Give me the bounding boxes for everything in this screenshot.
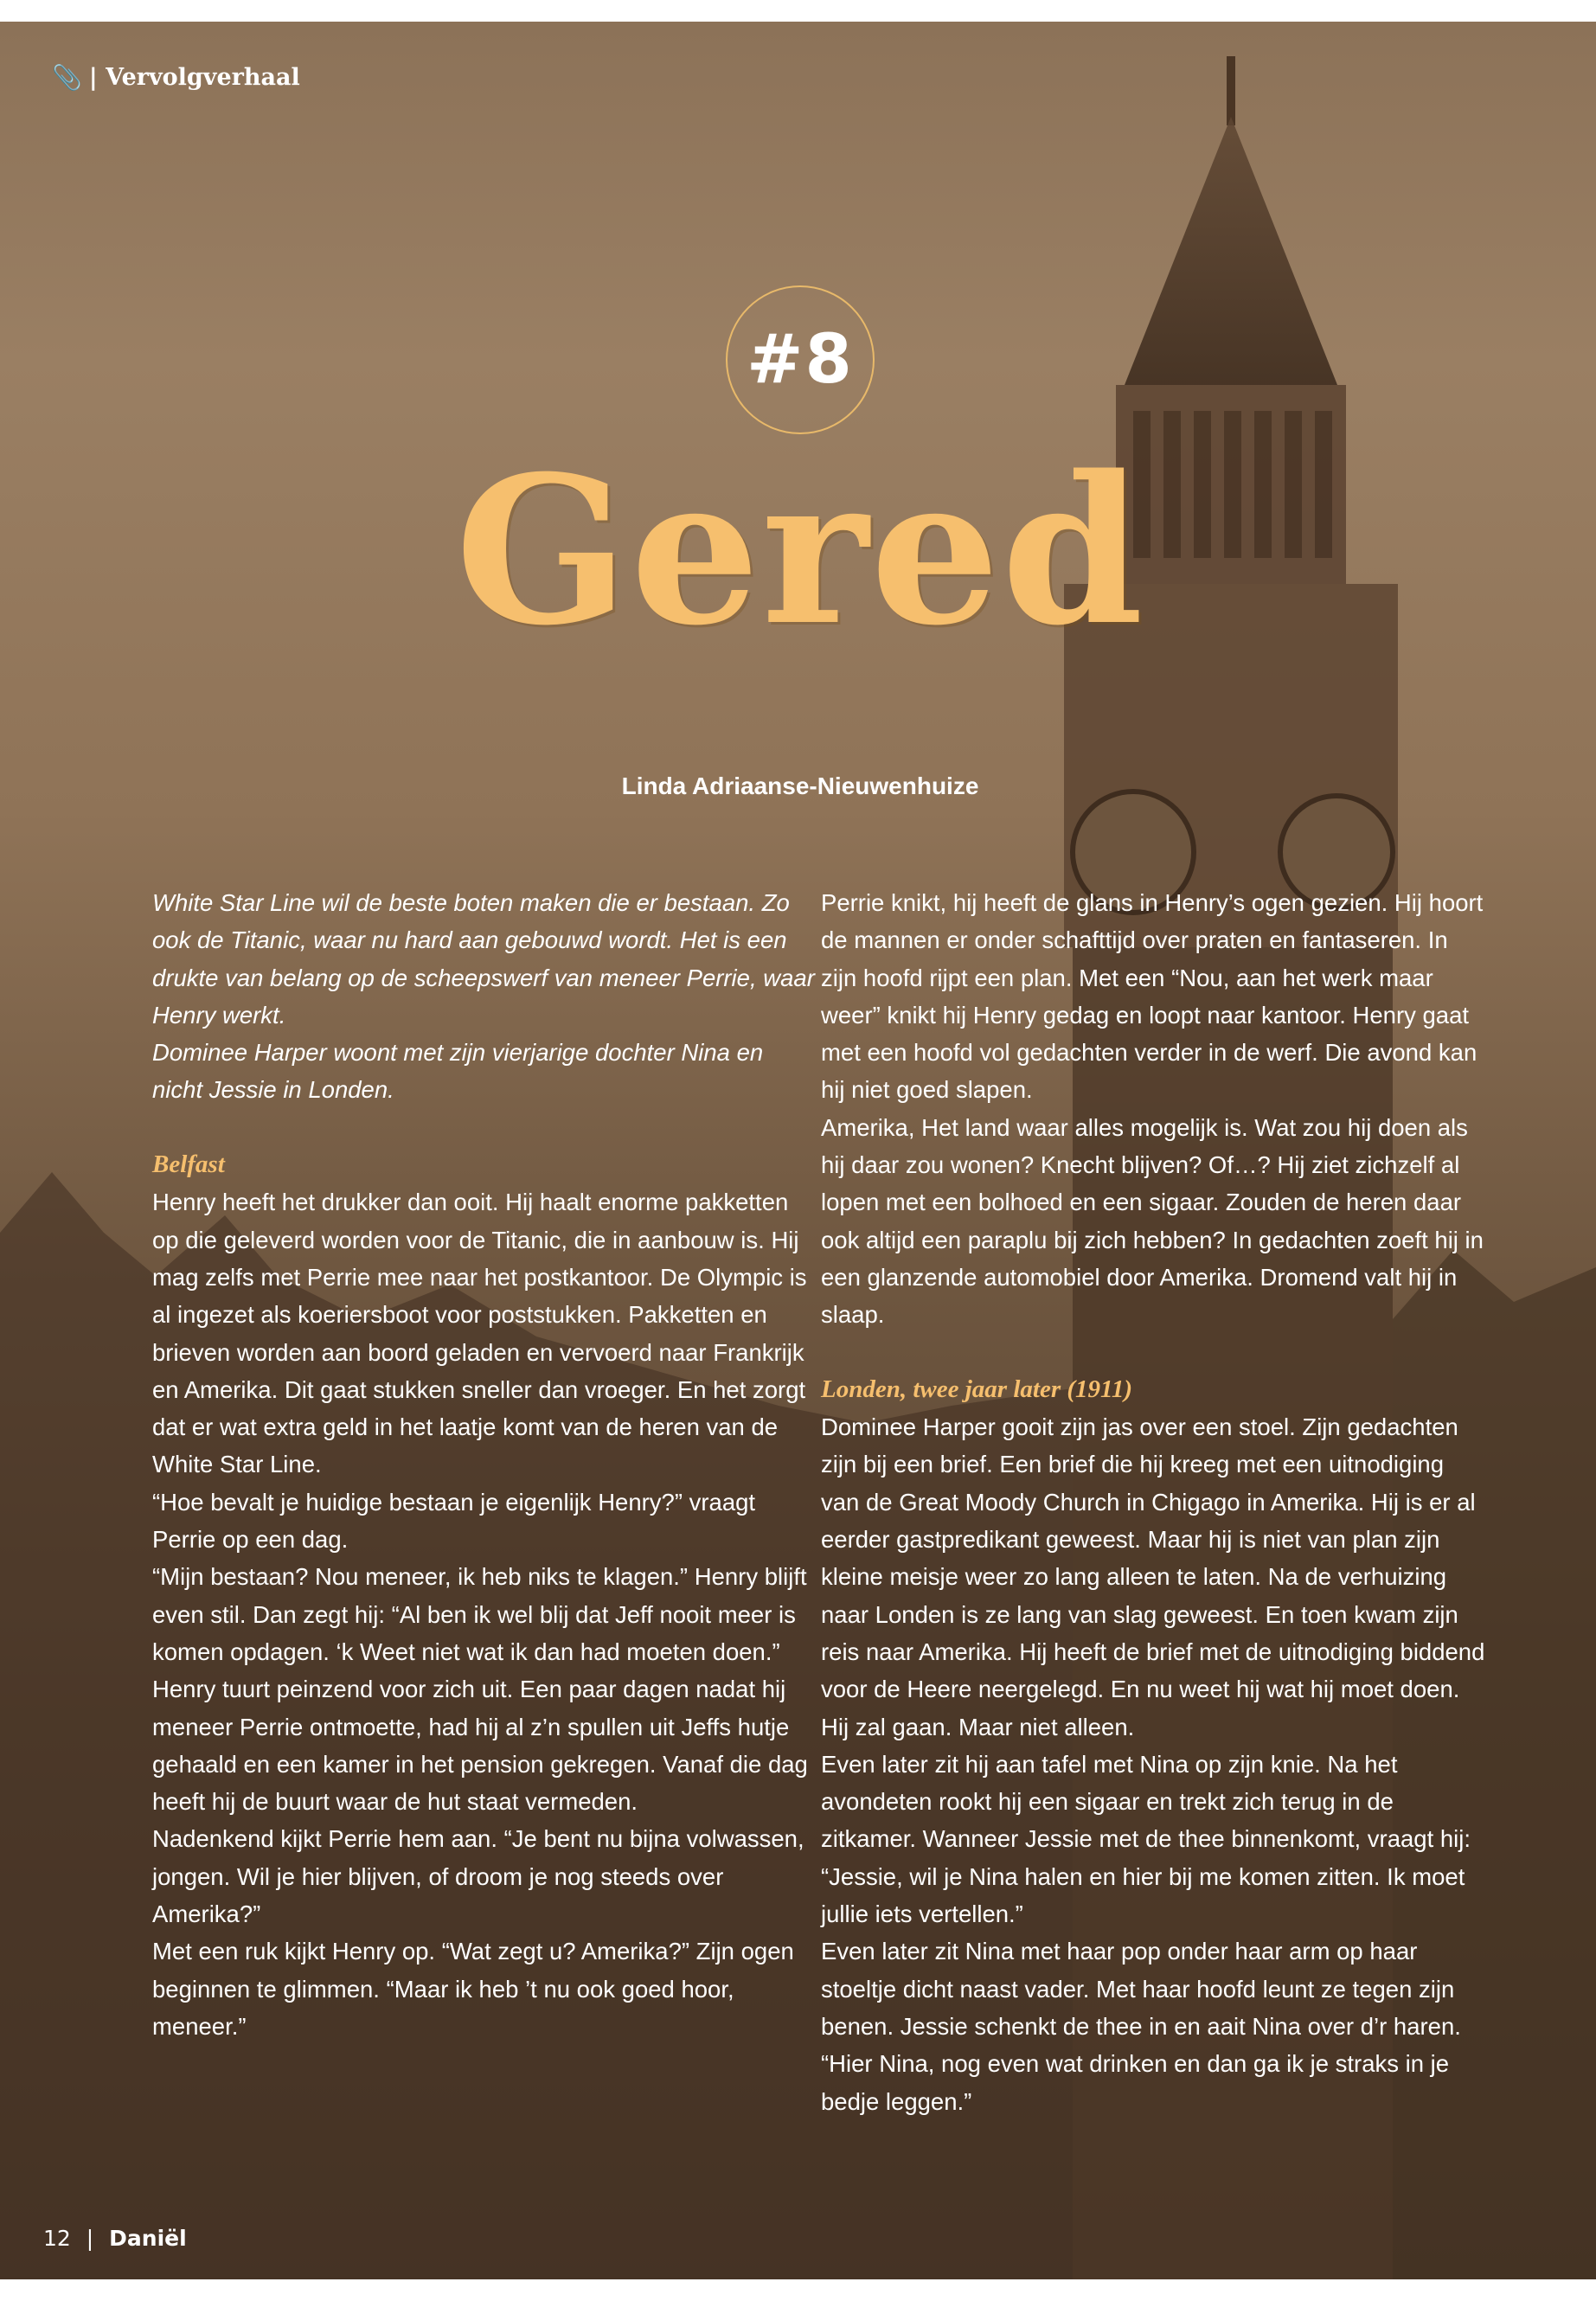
body-paragraph: Henry tuurt peinzend voor zich uit. Een paar dagen nadat hij meneer Perrie ontmoette, had hij al z’n spullen uit Jeffs hutje gehaald en een kamer in het pension gekregen. Vanaf die dag heeft hij de buurt waar de hut staat vermeden. [152, 1676, 808, 1816]
section-label-text: | Vervolgverhaal [88, 64, 300, 91]
subheading-belfast: Belfast [152, 1150, 225, 1179]
body-paragraph: Dominee Harper gooit zijn jas over een stoel. Zijn gedachten zijn bij een brief. Een brief die hij kreeg met een uitnodiging van de Great Moody Church in Chigago in Amerika. Hij is er al eerder gastpredikant geweest. Maar hij is niet van plan zijn kleine meisje weer zo lang alleen te laten. Na de verhuizing naar Londen is ze lang van slag geweest. En toen kwam zijn reis naar Amerika. Hij heeft de brief met de uitnodiging biddend voor de Heere neergelegd. En nu weet hij wat hij moet doen. Hij zal gaan. Maar niet alleen. [821, 1413, 1485, 1740]
author-name: Linda Adriaanse-Nieuwenhuize [621, 772, 979, 799]
page-number: 12 [43, 2226, 71, 2251]
footer-separator: | [86, 2226, 94, 2251]
right-column [821, 884, 1487, 2120]
body-paragraph: “Hoe bevalt je huidige bestaan je eigenlijk Henry?” vraagt Perrie op een dag. [152, 1488, 756, 1554]
left-column [152, 884, 818, 2045]
intro-paragraph: Dominee Harper woont met zijn vierjarige dochter Nina en nicht Jessie in Londen. [152, 1039, 764, 1104]
tag-icon: 📎 [52, 63, 82, 92]
issue-number-badge [726, 285, 875, 434]
body-paragraph: Amerika, Het land waar alles mogelijk is. Wat zou hij doen als hij daar zou wonen? Knecht blijven? Of…? Hij ziet zichzelf al lopen met een bolhoed en een sigaar. Zouden de heren daar ook altijd een paraplu bij zich hebben? In gedachten zoeft hij in een glanzende automobiel door Amerika. Dromend valt hij in slaap. [821, 1113, 1484, 1329]
section-label [52, 63, 300, 92]
body-paragraph: Nadenkend kijkt Perrie hem aan. “Je bent nu bijna volwassen, jongen. Wil je hier blijven, of droom je nog steeds over Amerika?” [152, 1825, 804, 1928]
subheading-londen: Londen, twee jaar later (1911) [821, 1375, 1133, 1403]
page-footer [43, 2226, 187, 2251]
body-paragraph: Henry heeft het drukker dan ooit. Hij haalt enorme pakketten op die geleverd worden voor de Titanic, die in aanbouw is. Hij mag zelfs met Perrie mee naar het postkantoor. De Olympic is al ingezet als koeriersboot voor poststukken. Pakketten en brieven worden aan boord geladen en vervoerd naar Frankrijk en Amerika. Dit gaat stukken sneller dan vroeger. En het zorgt dat er wat extra geld in het laatje komt van de heren van de White Star Line. [152, 1189, 807, 1478]
body-paragraph: Perrie knikt, hij heeft de glans in Henry’s ogen gezien. Hij hoort de mannen er onder schafttijd over praten en fantaseren. In zijn hoofd rijpt een plan. Met een “Nou, aan het werk maar weer” knikt hij Henry gedag en loopt naar kantoor. Henry gaat met een hoofd vol gedachten verder in de werf. Die avond kan hij niet goed slapen. [821, 889, 1484, 1104]
body-paragraph: Even later zit Nina met haar pop onder haar arm op haar stoeltje dicht naast vader. Met haar hoofd leunt ze tegen zijn benen. Jessie schenkt de thee in en aait Nina over d’r haren. “Hier Nina, nog even wat drinken en dan ga ik je straks in je bedje leggen.” [821, 1938, 1461, 2115]
magazine-page [0, 22, 1596, 2279]
magazine-name: Daniël [109, 2226, 187, 2251]
body-paragraph: “Mijn bestaan? Nou meneer, ik heb niks te klagen.” Henry blijft even stil. Dan zegt hij: “Al ben ik wel blij dat Jeff nooit meer is komen opdagen. ‘k Weet niet wat ik dan had moeten doen.” [152, 1563, 807, 1665]
body-paragraph: Met een ruk kijkt Henry op. “Wat zegt u? Amerika?” Zijn ogen beginnen te glimmen. “Maar ik heb ’t nu ook goed hoor, meneer.” [152, 1938, 794, 2040]
intro-paragraph: White Star Line wil de beste boten maken die er bestaan. Zo ook de Titanic, waar nu hard aan gebouwd wordt. Het is een drukte van belang op de scheepswerf van meneer Perrie, waar Henry werkt. [152, 889, 815, 1029]
issue-number: #8 [747, 321, 854, 399]
story-title: Gered [455, 432, 1145, 670]
body-paragraph: Even later zit hij aan tafel met Nina op zijn knie. Na het avondeten rookt hij een sigaar en trekt zich terug in de zitkamer. Wanneer Jessie met de thee binnenkomt, vraagt hij: “Jessie, wil je Nina halen en hier bij me komen zitten. Ik moet jullie iets vertellen.” [821, 1750, 1471, 1928]
